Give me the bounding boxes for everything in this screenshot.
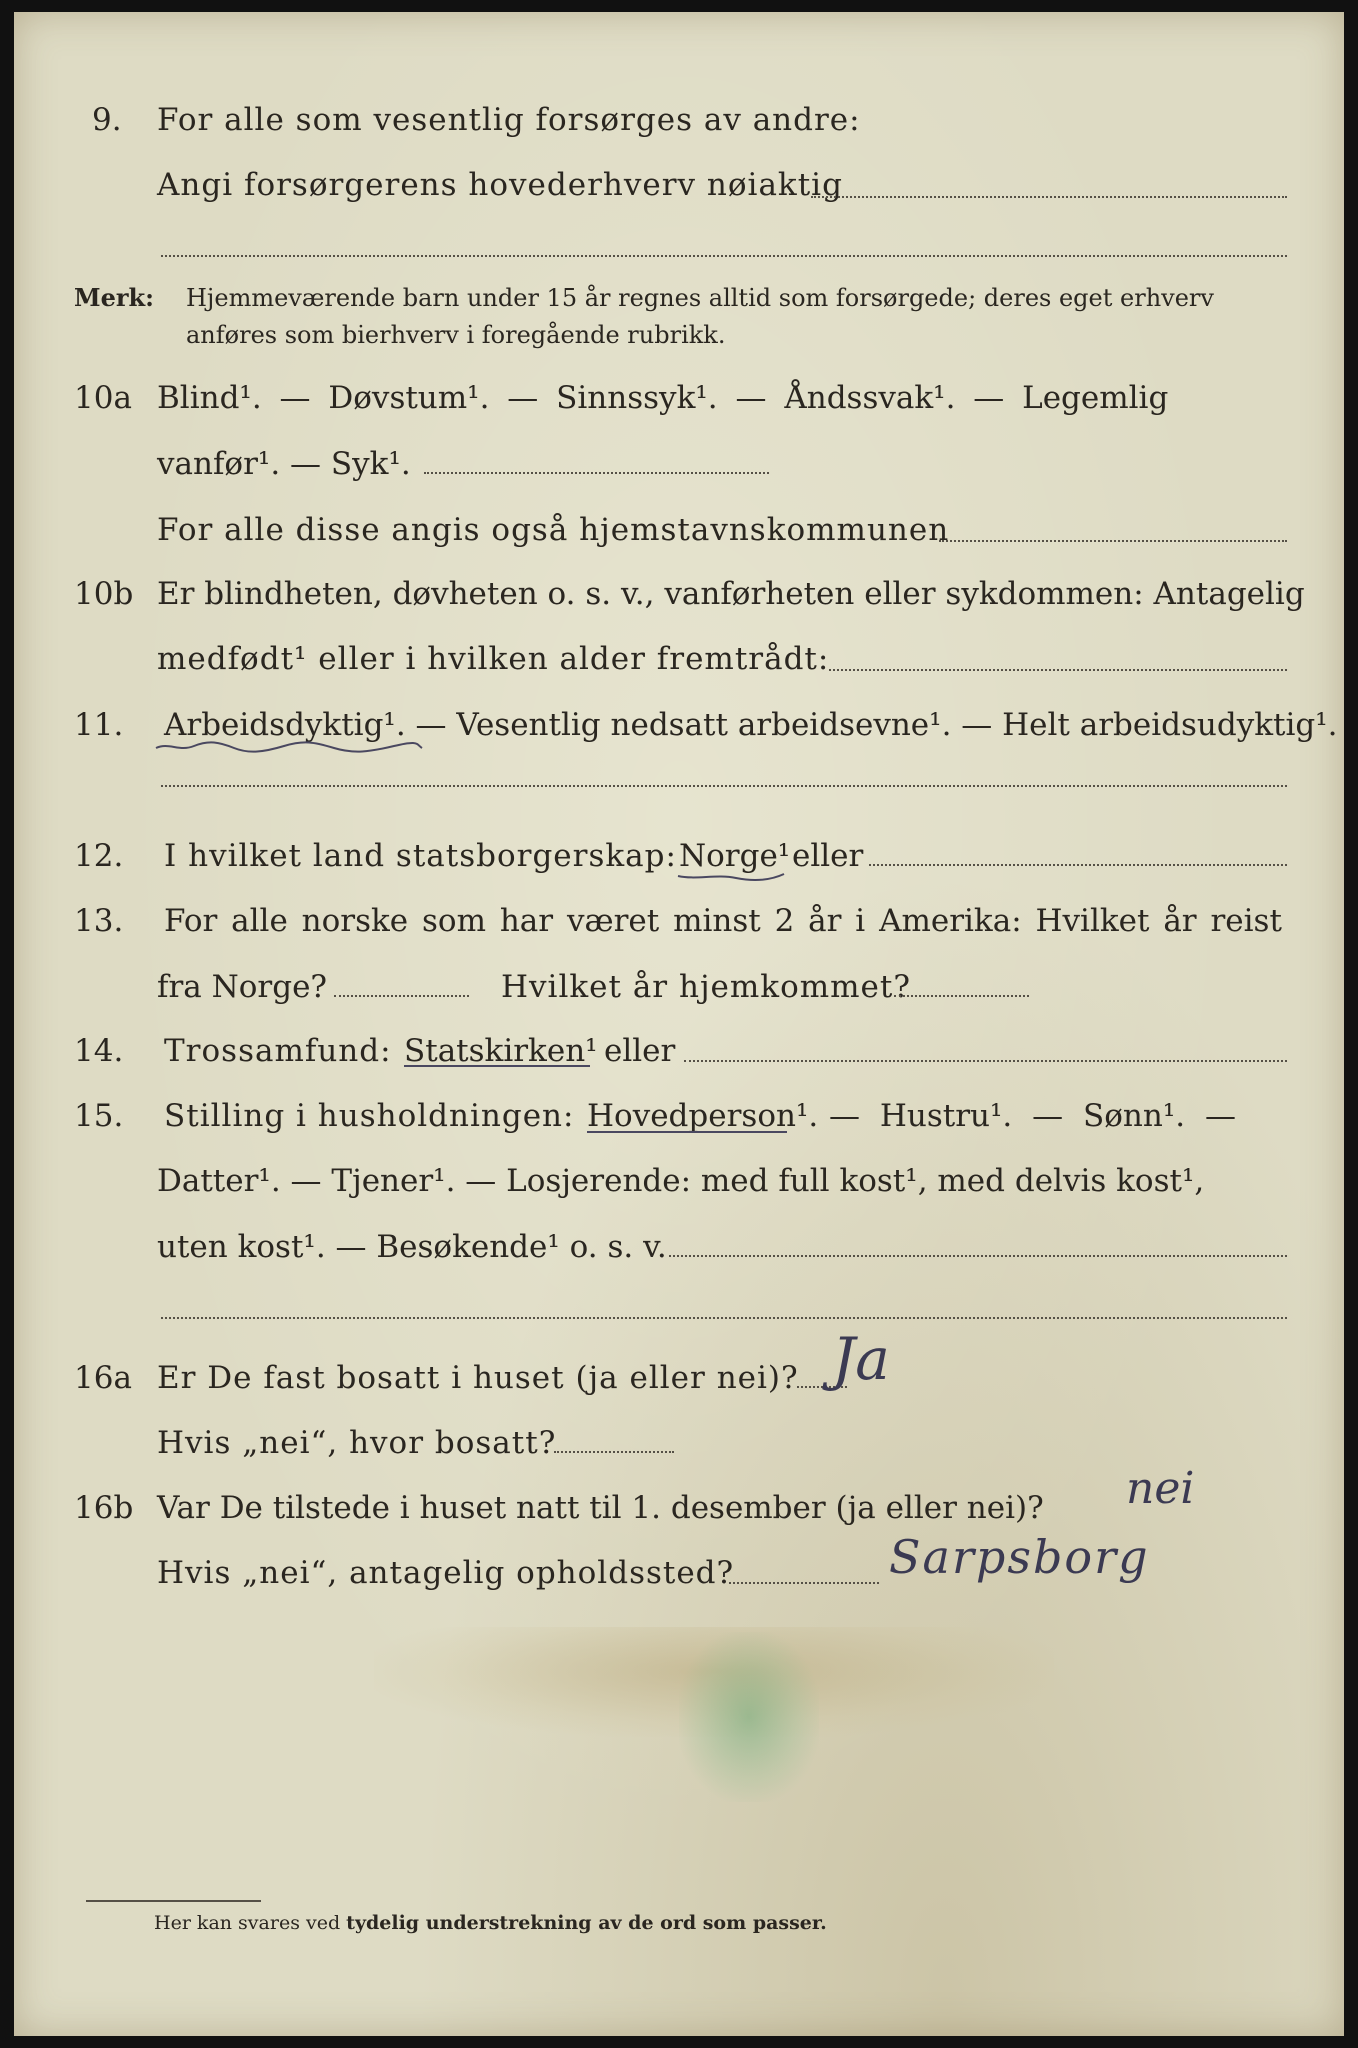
q10a-answer-line[interactable] xyxy=(424,472,769,474)
q15-handwritten-underline xyxy=(587,1131,787,1133)
q13-line2b: Hvilket år hjemkommet? xyxy=(501,969,911,1005)
q12-number: 12. xyxy=(74,838,124,874)
q14-suffix: eller xyxy=(604,1033,676,1069)
green-stain xyxy=(679,1632,819,1802)
q12-suffix: eller xyxy=(792,838,864,874)
q16a-line1: Er De fast bosatt i huset (ja eller nei)? xyxy=(157,1360,799,1396)
q13-departure-line[interactable] xyxy=(334,995,469,997)
q11-number: 11. xyxy=(74,707,124,743)
q13-line2a: fra Norge? xyxy=(157,969,328,1005)
merk-line1: Hjemmeværende barn under 15 år regnes alltid som forsørgede; deres eget erhverv xyxy=(186,284,1214,312)
q10a-home-line[interactable] xyxy=(939,540,1287,542)
q14-number: 14. xyxy=(74,1033,124,1069)
q10a-number: 10a xyxy=(74,380,132,416)
q9-line1: For alle som vesentlig forsørges av andre: xyxy=(157,102,861,138)
q16b-number: 16b xyxy=(74,1490,134,1526)
merk-label: Merk: xyxy=(74,283,154,312)
q9-answer-line-2[interactable] xyxy=(161,255,1287,257)
q13-line1: For alle norske som har været minst 2 år i Amerika: Hvilket år reist xyxy=(164,903,1282,939)
q16b-line2: Hvis „nei“, antagelig opholdssted? xyxy=(157,1555,735,1591)
q16a-line2: Hvis „nei“, hvor bosatt? xyxy=(157,1425,557,1461)
q11-answer-line[interactable] xyxy=(161,785,1287,787)
q16a-handwritten-answer: Ja xyxy=(832,1325,890,1393)
q9-line2: Angi forsørgerens hovederhverv nøiaktig xyxy=(157,167,843,203)
q11-handwritten-underline xyxy=(154,740,424,754)
q15-line2: Datter¹. — Tjener¹. — Losjerende: med full kost¹, med delvis kost¹, xyxy=(157,1163,1205,1199)
q16b-handwritten-place: Sarpsborg xyxy=(889,1530,1150,1584)
q11-line1: Arbeidsdyktig¹. — Vesentlig nedsatt arbeidsevne¹. — Helt arbeidsudyktig¹. xyxy=(164,707,1338,743)
census-form-page xyxy=(14,12,1344,2036)
q16b-place-line[interactable] xyxy=(729,1582,879,1584)
q14-prefix: Trossamfund: xyxy=(164,1033,392,1069)
q9-answer-line[interactable] xyxy=(811,196,1287,198)
q15-line1b: Hovedperson¹. xyxy=(587,1098,819,1134)
q10a-line1: Blind¹. — Døvstum¹. — Sinnssyk¹. — Åndssvak¹. — Legemlig xyxy=(157,380,1169,416)
merk-line2: anføres som bierhverv i foregående rubrikk. xyxy=(186,321,726,349)
q9-number: 9. xyxy=(92,102,122,138)
q14-handwritten-underline xyxy=(404,1065,590,1067)
q10b-line2: medfødt¹ eller i hvilken alder fremtrådt: xyxy=(157,641,830,677)
q10b-answer-line[interactable] xyxy=(829,669,1287,671)
q10b-number: 10b xyxy=(74,576,134,612)
q12-option: Norge¹ xyxy=(679,838,791,874)
q13-number: 13. xyxy=(74,903,124,939)
q12-answer-line[interactable] xyxy=(869,864,1287,866)
footnote-rule xyxy=(86,1900,261,1902)
q10b-line1: Er blindheten, døvheten o. s. v., vanførheten eller sykdommen: Antagelig xyxy=(157,576,1305,612)
q12-handwritten-underline xyxy=(676,870,786,884)
q15-answer-line-2[interactable] xyxy=(161,1317,1287,1319)
q15-answer-line[interactable] xyxy=(669,1255,1287,1257)
q16b-handwritten-answer: nei xyxy=(1126,1463,1195,1514)
footnote-bold: tydelig understrekning av de ord som passer. xyxy=(346,1912,827,1934)
q16a-where-line[interactable] xyxy=(554,1451,674,1453)
q16b-line1: Var De tilstede i huset natt til 1. desember (ja eller nei)? xyxy=(157,1490,1044,1526)
q13-return-line[interactable] xyxy=(894,995,1029,997)
q15-number: 15. xyxy=(74,1098,124,1134)
q15-line1c: — Hustru¹. — Sønn¹. — xyxy=(829,1098,1236,1134)
q10a-line3: For alle disse angis også hjemstavnskommunen xyxy=(157,512,950,548)
q15-line1a: Stilling i husholdningen: xyxy=(164,1098,575,1134)
q10a-line2: vanfør¹. — Syk¹. xyxy=(157,446,411,482)
footnote-plain: Her kan svares ved xyxy=(154,1912,341,1934)
q12-prefix: I hvilket land statsborgerskap: xyxy=(164,838,677,874)
q15-line3: uten kost¹. — Besøkende¹ o. s. v. xyxy=(157,1229,667,1265)
q16a-number: 16a xyxy=(74,1360,132,1396)
q14-answer-line[interactable] xyxy=(684,1060,1287,1062)
footnote xyxy=(154,1910,827,1936)
q14-option: Statskirken¹ xyxy=(404,1033,598,1069)
